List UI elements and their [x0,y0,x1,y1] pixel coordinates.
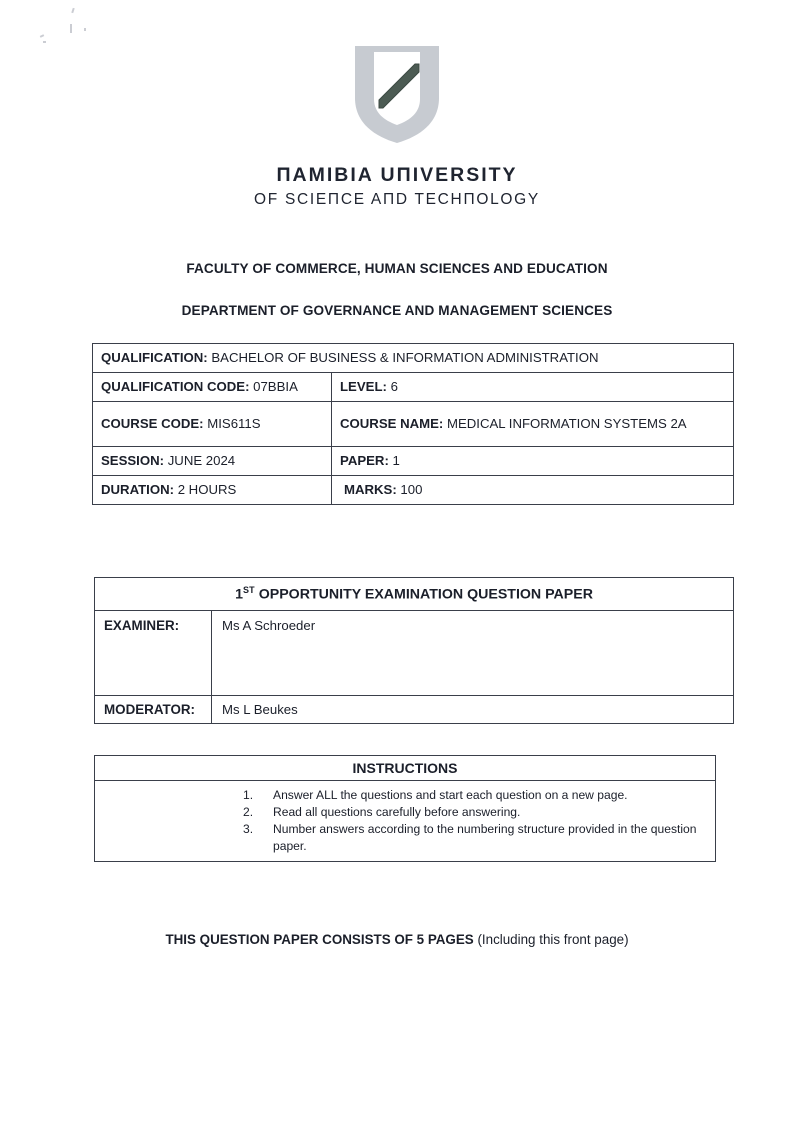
course-name-value: MEDICAL INFORMATION SYSTEMS 2A [446,416,687,431]
table-row-duration [93,476,734,505]
university-subtitle: OF SCIEΠCE AΠD TECHΠOLOGY [254,190,540,208]
qualification-cell [93,344,734,373]
paper-value: 1 [392,453,400,468]
qualification-label: QUALIFICATION: [101,350,208,365]
table-row-session [93,447,734,476]
list-item: Read all questions carefully before answering. [273,804,521,819]
qualification-code-label: QUALIFICATION CODE: [101,379,250,394]
exam-title-rest: OPPORTUNITY EXAMINATION QUESTION PAPER [254,586,593,603]
marks-label: MARKS: [344,482,397,497]
duration-label: DURATION: [101,482,175,497]
session-cell [93,447,332,476]
qualification-info-table [92,343,734,505]
level-value: 6 [390,379,398,394]
table-row-moderator [95,696,734,724]
exam-paper-title [95,578,734,611]
instructions-list [95,787,715,855]
exam-title-prefix: 1 [235,586,243,603]
duration-cell [93,476,332,505]
instructions-title: INSTRUCTIONS [95,756,716,781]
qualification-code-cell [93,373,332,402]
course-name-label: COURSE NAME: [340,416,444,431]
university-logo-block [0,42,794,209]
nust-shield-logo [349,42,445,146]
scan-speck [84,28,86,31]
scan-speck [70,24,72,33]
marks-cell [332,476,734,505]
examiner-label: EXAMINER: [95,611,212,696]
table-row-examiner [95,611,734,696]
moderator-value: Ms L Beukes [212,696,734,724]
table-row-qualification [93,344,734,373]
exam-title-superscript: ST [242,584,255,595]
moderator-label: MODERATOR: [95,696,212,724]
list-item: Answer ALL the questions and start each question on a new page. [273,788,628,802]
table-row-instructions-title [95,756,716,781]
course-code-value: MIS611S [207,416,261,431]
faculty-heading: FACULTY OF COMMERCE, HUMAN SCIENCES AND EDUCATION [186,261,608,276]
list-item: Number answers according to the numbering structure provided in the question paper. [273,821,697,853]
level-cell [332,373,734,402]
page-count-regular: (Including this front page) [473,932,629,947]
course-name-cell [332,402,734,447]
examination-details-table [94,577,734,724]
examiner-value: Ms A Schroeder [212,611,734,696]
table-row-exam-title [95,578,734,611]
paper-label: PAPER: [340,453,389,468]
level-label: LEVEL: [340,379,387,394]
qualification-code-value: 07BBIA [253,379,298,394]
session-label: SESSION: [101,453,165,468]
table-row-course [93,402,734,447]
course-code-label: COURSE CODE: [101,416,204,431]
instructions-body [95,781,716,862]
scan-speck [40,34,44,38]
instructions-table [94,755,716,862]
department-heading: DEPARTMENT OF GOVERNANCE AND MANAGEMENT SCIENCES [181,303,613,318]
duration-value: 2 HOURS [177,482,237,497]
marks-value: 100 [400,482,423,497]
course-code-cell [93,402,332,447]
table-row-instructions-body [95,781,716,862]
paper-cell [332,447,734,476]
page-count-bold: THIS QUESTION PAPER CONSISTS OF 5 PAGES [165,932,474,947]
qualification-value: BACHELOR OF BUSINESS & INFORMATION ADMINISTRATION [211,350,599,365]
session-value: JUNE 2024 [167,453,236,468]
university-name: ΠAMIBIA UΠIVERSITY [276,164,518,186]
scan-speck [71,8,74,13]
page-count-note [0,932,794,947]
table-row-qualification-code [93,373,734,402]
